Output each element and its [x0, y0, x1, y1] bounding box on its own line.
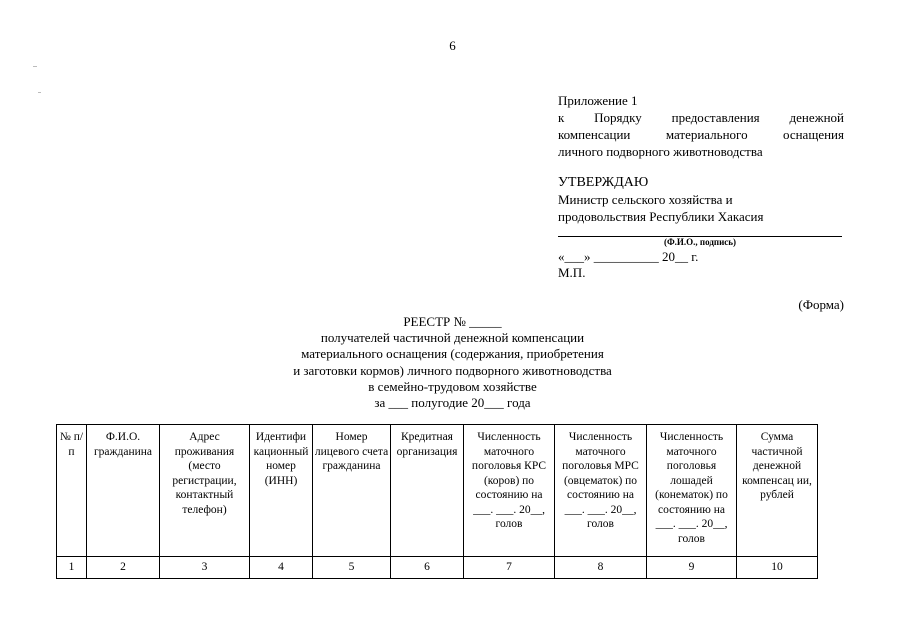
column-number: 2 [87, 557, 160, 579]
table-number-row [57, 557, 818, 579]
appendix-line: личного подворного животноводства [558, 144, 763, 159]
registry-table [56, 424, 818, 579]
heading-line: в семейно-трудовом хозяйстве [368, 378, 537, 394]
column-header: Кредитная организация [391, 425, 464, 557]
date-line: «___» __________ 20__ г. [558, 249, 699, 264]
page-number: 6 [449, 38, 456, 53]
column-header: Номер лицевого счета гражданина [313, 425, 391, 557]
column-header: Идентифи кационный номер (ИНН) [250, 425, 313, 557]
column-header: Численность маточного поголовья МРС (овцематок) по состоянию на ___. ___. 20__, голов [555, 425, 647, 557]
column-header: Численность маточного поголовья КРС (коров) по состоянию на ___. ___. 20__, голов [464, 425, 555, 557]
column-header: Адрес проживания (место регистрации, контактный телефон) [160, 425, 250, 557]
heading-line: получателей частичной денежной компенсации [320, 330, 585, 346]
scan-mark [38, 92, 41, 93]
appendix-line: к Порядку предоставления денежной [558, 110, 844, 125]
stamp-label: М.П. [558, 265, 586, 280]
column-number: 8 [555, 557, 647, 579]
column-number: 6 [391, 557, 464, 579]
heading-line: за ___ полугодие 20___ года [374, 395, 531, 411]
heading-line: материального оснащения (содержания, приобретения [301, 346, 604, 362]
column-number: 1 [57, 557, 87, 579]
column-header: № п/п [57, 425, 87, 557]
column-number: 9 [647, 557, 737, 579]
approval-line: продовольствия Республики Хакасия [558, 209, 764, 224]
scan-mark [33, 66, 37, 67]
approval-line: Министр сельского хозяйства и [558, 192, 733, 207]
column-header: Сумма частичной денежной компенсац ии, рублей [737, 425, 818, 557]
column-header: Ф.И.О. гражданина [87, 425, 160, 557]
table-header-row [57, 425, 818, 557]
form-label: (Форма) [798, 297, 844, 312]
heading-line: и заготовки кормов) личного подворного животноводства [293, 362, 612, 378]
appendix-line: компенсации материального оснащения [558, 127, 844, 142]
column-number: 3 [160, 557, 250, 579]
column-header: Численность маточного поголовья лошадей (конематок) по состоянию на ___. ___. 20__, голов [647, 425, 737, 557]
column-number: 7 [464, 557, 555, 579]
registry-title: РЕЕСТР № _____ [403, 314, 502, 329]
column-number: 10 [737, 557, 818, 579]
appendix-title: Приложение 1 [558, 93, 638, 108]
signature-caption: (Ф.И.О., подпись) [663, 237, 737, 247]
appendix-block [558, 92, 844, 160]
registry-heading [0, 314, 905, 411]
approval-block [558, 174, 844, 225]
column-number: 5 [313, 557, 391, 579]
column-number: 4 [250, 557, 313, 579]
approval-title: УТВЕРЖДАЮ [558, 175, 649, 190]
